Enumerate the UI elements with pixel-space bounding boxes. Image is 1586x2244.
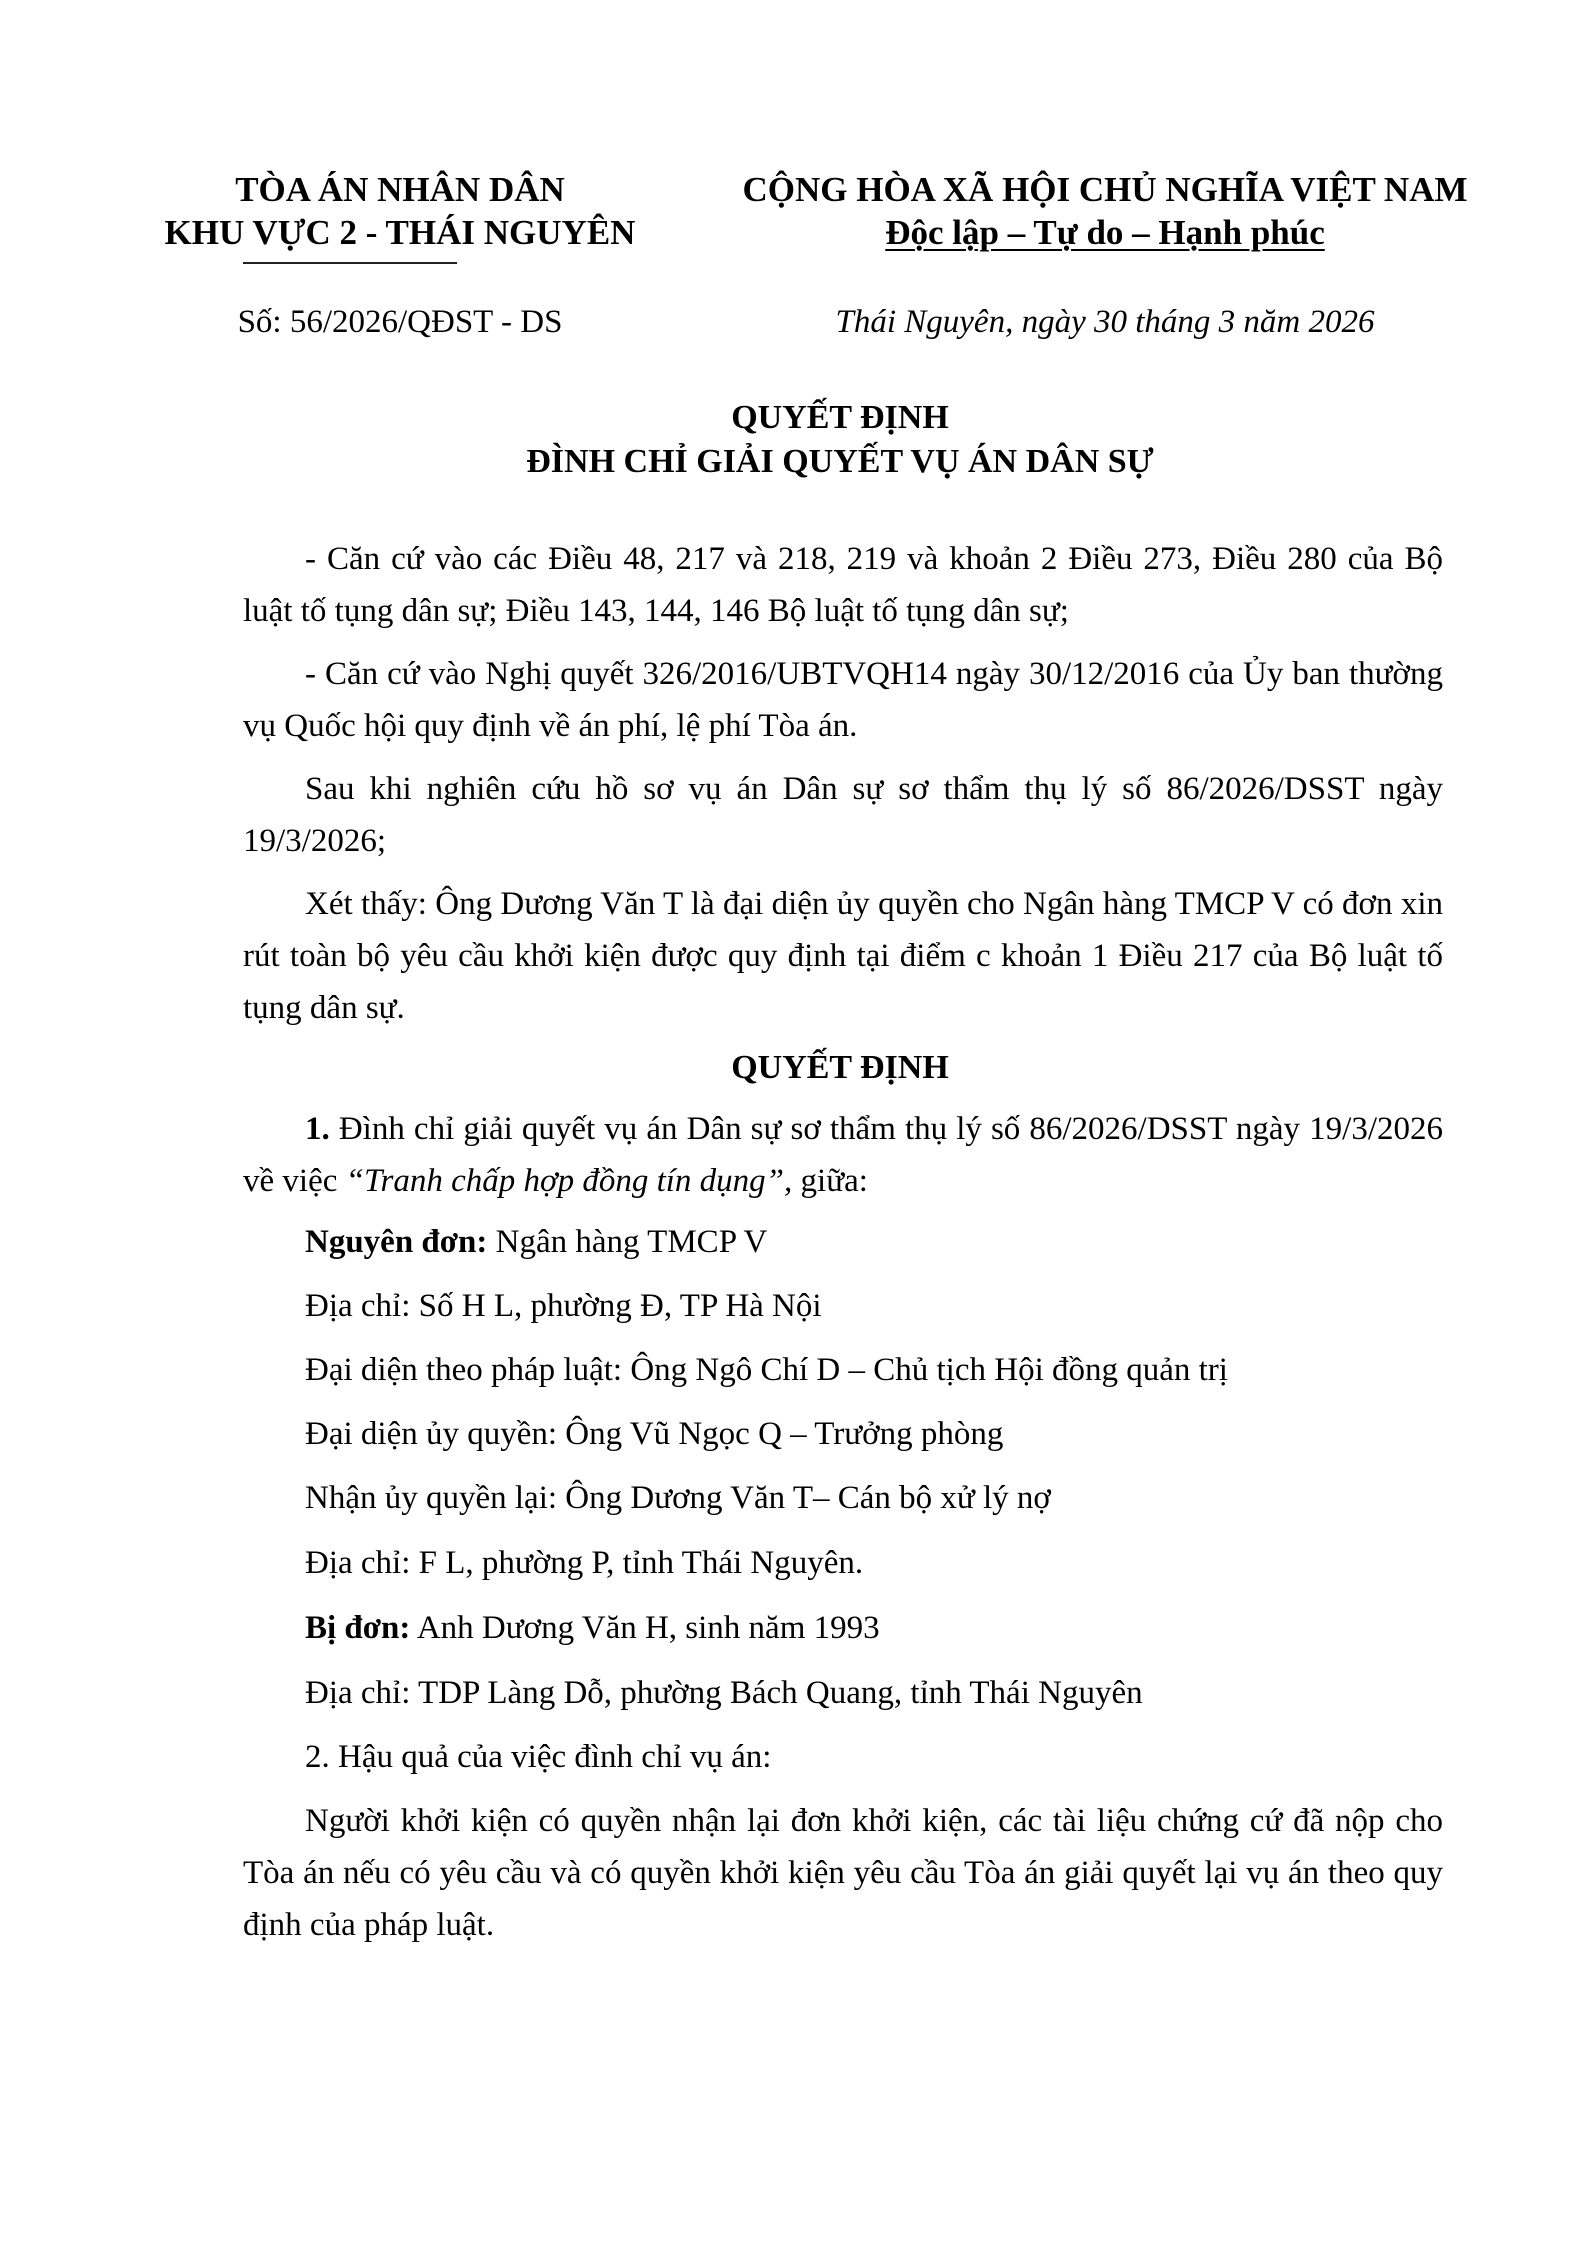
court-header <box>140 168 660 254</box>
court-name-line2: KHU VỰC 2 - THÁI NGUYÊN <box>164 213 636 252</box>
decision-item-2: 2. Hậu quả của việc đình chỉ vụ án: <box>305 1739 772 1775</box>
decision-heading: QUYẾT ĐỊNH <box>731 1049 949 1086</box>
sub-authorized-representative: Nhận ủy quyền lại: Ông Dương Văn T– Cán bộ xử lý nợ <box>305 1480 1051 1516</box>
plaintiff-address: Địa chỉ: Số H L, phường Đ, TP Hà Nội <box>305 1288 822 1324</box>
header-divider <box>243 262 457 264</box>
item-1-text: Đình chỉ giải quyết vụ án Dân sự sơ thẩm thụ lý số 86/2026/DSST ngày 19/3/2026 về việc <box>243 1111 1443 1199</box>
plaintiff-name: Ngân hàng TMCP V <box>487 1224 768 1260</box>
legal-representative: Đại diện theo pháp luật: Ông Ngô Chí D – Chủ tịch Hội đồng quản trị <box>305 1352 1228 1388</box>
national-motto: Độc lập – Tự do – Hạnh phúc <box>885 213 1325 252</box>
title-line1: QUYẾT ĐỊNH <box>731 399 949 436</box>
defendant-name: Anh Dương Văn H, sinh năm 1993 <box>410 1610 880 1646</box>
decision-item-1 <box>243 1103 1443 1207</box>
defendant-address: Địa chỉ: TDP Làng Dỗ, phường Bách Quang, tỉnh Thái Nguyên <box>305 1675 1143 1711</box>
defendant-line <box>305 1602 1445 1654</box>
case-name: “Tranh chấp hợp đồng tín dụng”, <box>345 1163 793 1199</box>
court-name-line1: TÒA ÁN NHÂN DÂN <box>235 170 565 209</box>
item-1-number: 1. <box>305 1111 330 1147</box>
defendant-label: Bị đơn: <box>305 1610 411 1646</box>
item-1-text-after: giữa: <box>792 1163 868 1199</box>
document-title <box>240 396 1440 484</box>
sub-authorized-address: Địa chỉ: F L, phường P, tỉnh Thái Nguyên. <box>305 1545 864 1581</box>
republic-name: CỘNG HÒA XÃ HỘI CHỦ NGHĨA VIỆT NAM <box>742 170 1468 209</box>
national-header <box>700 168 1510 254</box>
preamble-legal-basis-2: - Căn cứ vào Nghị quyết 326/2016/UBTVQH14 ngày 30/12/2016 của Ủy ban thường vụ Quốc hội quy định về án phí, lệ phí Tòa án. <box>243 656 1443 744</box>
title-line2: ĐÌNH CHỈ GIẢI QUYẾT VỤ ÁN DÂN SỰ <box>526 443 1154 480</box>
document-number: Số: 56/2026/QĐST - DS <box>237 304 563 340</box>
preamble-legal-basis-1: - Căn cứ vào các Điều 48, 217 và 218, 219 và khoản 2 Điều 273, Điều 280 của Bộ luật tố tụng dân sự; Điều 143, 144, 146 Bộ luật tố tụng dân sự; <box>243 541 1443 629</box>
plaintiff-label: Nguyên đơn: <box>305 1224 488 1260</box>
preamble-case-review: Sau khi nghiên cứu hồ sơ vụ án Dân sự sơ thẩm thụ lý số 86/2026/DSST ngày 19/3/2026; <box>243 771 1443 859</box>
authorized-representative: Đại diện ủy quyền: Ông Vũ Ngọc Q – Trưởng phòng <box>305 1416 1004 1452</box>
plaintiff-line <box>305 1216 1445 1268</box>
preamble-findings: Xét thấy: Ông Dương Văn T là đại diện ủy quyền cho Ngân hàng TMCP V có đơn xin rút toàn bộ yêu cầu khởi kiện được quy định tại điểm c khoản 1 Điều 217 của Bộ luật tố tụng dân sự. <box>243 886 1443 1026</box>
consequence-paragraph: Người khởi kiện có quyền nhận lại đơn khởi kiện, các tài liệu chứng cứ đã nộp cho Tòa án nếu có yêu cầu và có quyền khởi kiện yêu cầu Tòa án giải quyết lại vụ án theo quy định của pháp luật. <box>243 1803 1443 1943</box>
place-date: Thái Nguyên, ngày 30 tháng 3 năm 2026 <box>835 304 1375 340</box>
